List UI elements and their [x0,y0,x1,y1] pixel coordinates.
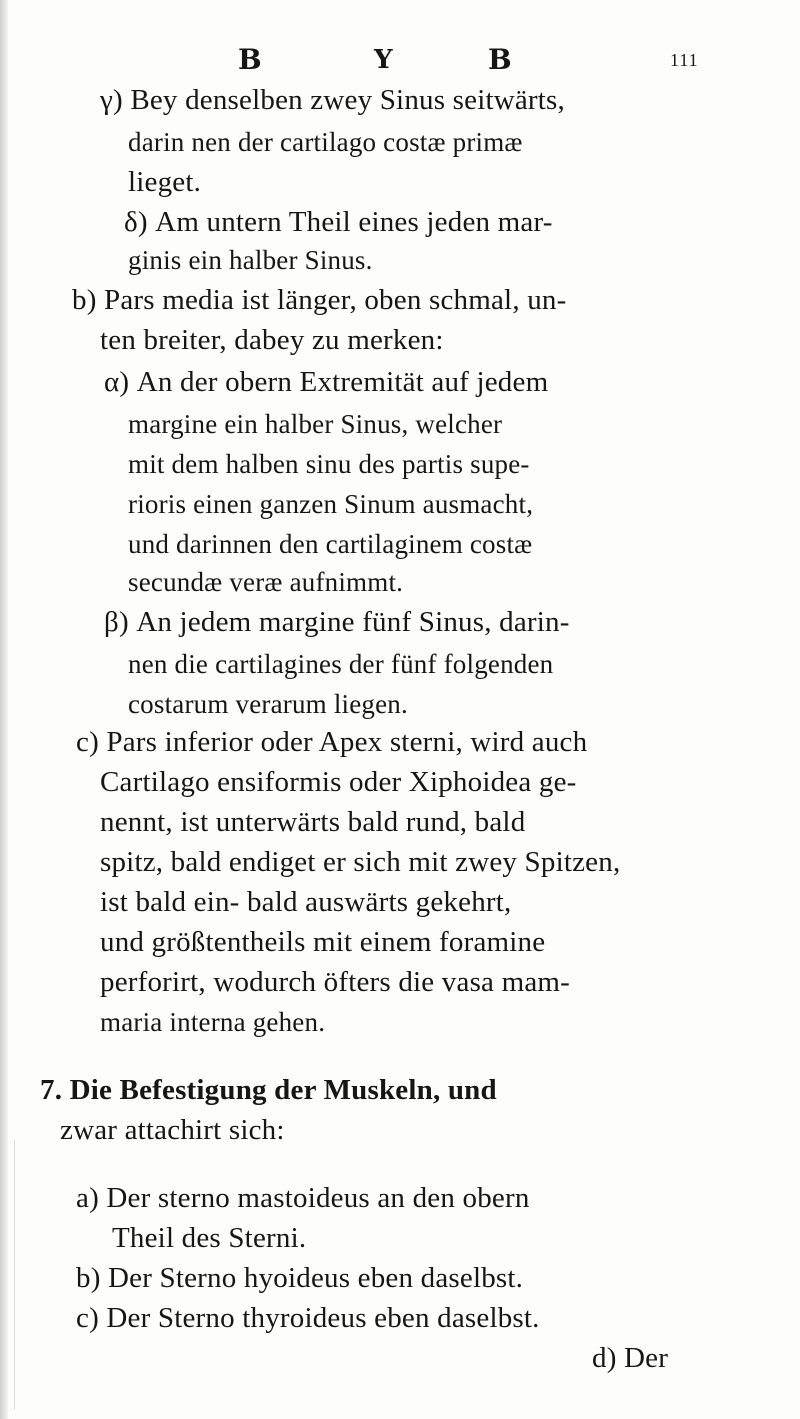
text-line: b) Der Sterno hyoideus eben daselbst. [76,1262,524,1294]
text-line: perforirt, wodurch öfters die vasa mam- [100,966,571,998]
text-line: a) Der sterno mastoideus an den obern [76,1182,530,1214]
page-margin-line [14,1140,15,1410]
text-line: darin nen der cartilago costæ primæ [128,127,523,157]
text-line: rioris einen ganzen Sinum ausmacht, [128,489,534,519]
text-line: nen die cartilagines der fünf folgenden [128,649,554,679]
text-line: β) An jedem margine fünf Sinus, darin- [104,606,570,638]
signature-mark-middle: Y [374,45,393,75]
text-line: costarum verarum liegen. [128,689,408,719]
text-line: 7. Die Befestigung der Muskeln, und [40,1074,497,1106]
signature-mark-left: B [238,43,262,76]
text-line: c) Pars inferior oder Apex sterni, wird auch [76,726,588,758]
text-line: secundæ veræ aufnimmt. [128,567,404,597]
text-line: γ) Bey denselben zwey Sinus seitwärts, [100,84,565,116]
page-header [0,40,800,80]
page-number: 111 [670,50,699,70]
text-line: ist bald ein- bald auswärts gekehrt, [100,886,512,918]
binding-edge [0,0,8,1419]
text-line: margine ein halber Sinus, welcher [128,409,503,439]
text-line: maria interna gehen. [100,1007,326,1037]
text-line: Cartilago ensiformis oder Xiphoidea ge- [100,766,577,798]
text-line: ten breiter, dabey zu merken: [100,324,444,356]
text-line: δ) Am untern Theil eines jeden mar- [124,206,553,238]
text-line: α) An der obern Extremität auf jedem [104,366,549,398]
text-line: zwar attachirt sich: [60,1114,285,1146]
text-line: mit dem halben sinu des partis supe- [128,449,530,479]
text-line: spitz, bald endiget er sich mit zwey Spitzen, [100,846,621,878]
text-line: b) Pars media ist länger, oben schmal, un- [72,284,567,316]
text-line: und darinnen den cartilaginem costæ [128,529,533,559]
text-line: lieget. [128,166,202,198]
text-line: Theil des Sterni. [112,1222,307,1254]
text-line: ginis ein halber Sinus. [128,245,373,275]
signature-mark-right: B [488,43,512,76]
text-line: c) Der Sterno thyroideus eben daselbst. [76,1302,540,1334]
catchword: d) Der [592,1342,669,1374]
text-line: und größtentheils mit einem foramine [100,926,546,958]
text-line: nennt, ist unterwärts bald rund, bald [100,806,526,838]
